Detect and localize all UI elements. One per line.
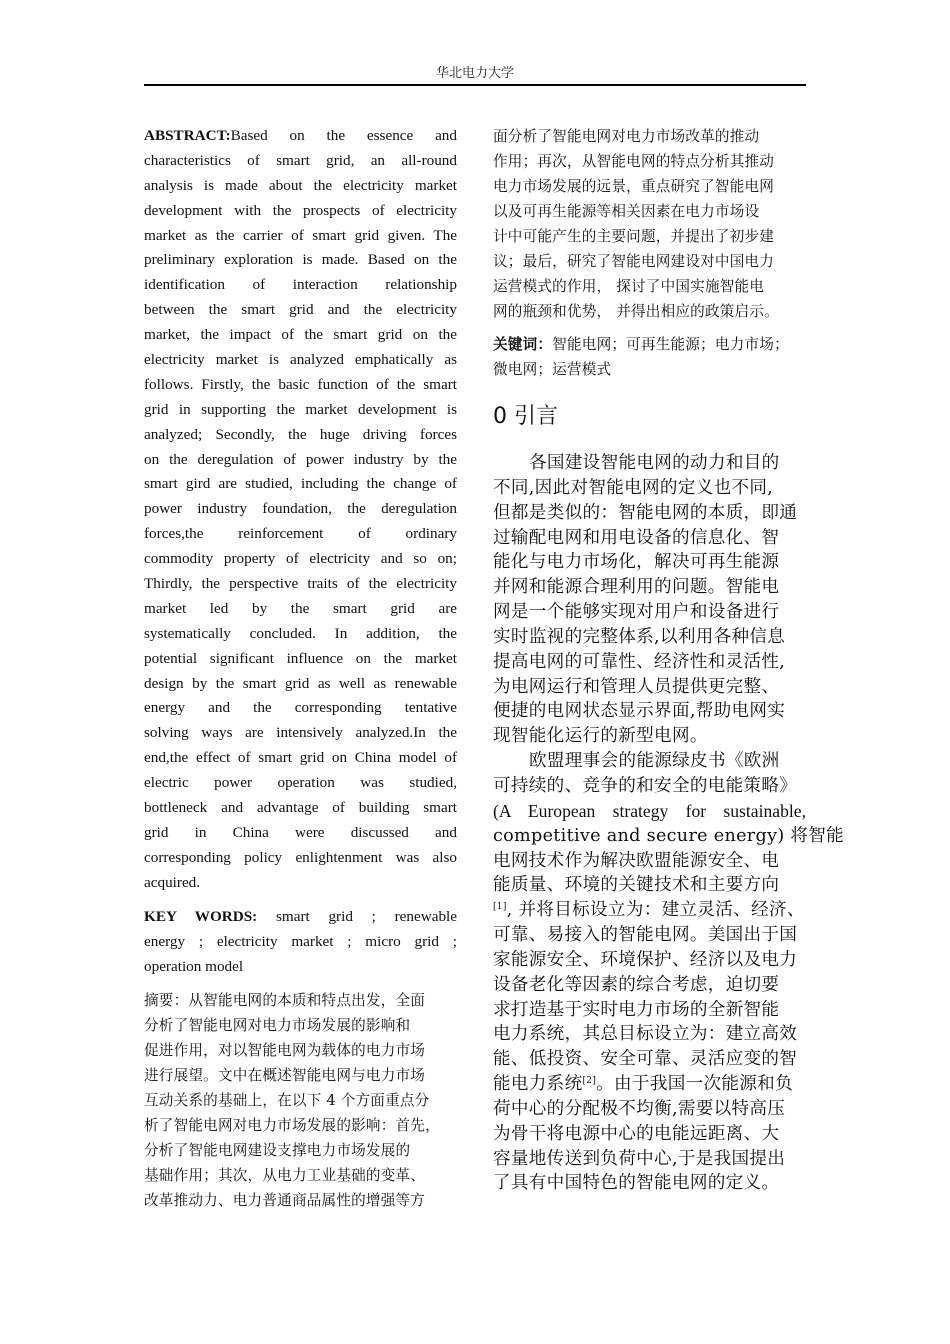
abstract-en-line: Thirdly, the perspective traits of the electricity [144,575,457,593]
abstract-en-line: grid in supporting the market development is [144,400,457,418]
abstract-en-line: ABSTRACT:Based on the essence and [144,127,457,144]
keywords-en-line: energy ; electricity market ; micro grid ; [144,932,457,950]
body-line: 能、低投资、安全可靠、灵活应变的智 [493,1049,798,1070]
abstract-cn-line: 面分析了智能电网对电力市场改革的推动 [493,128,760,145]
body-line: 并网和能源合理利用的问题。智能电 [493,577,780,598]
abstract-cn-line: 进行展望。文中在概述智能电网与电力市场 [144,1067,426,1084]
keywords-en-line: KEY WORDS: smart grid ; renewable [144,908,458,925]
body-line: 实时监视的完整体系,以利用各种信息 [493,626,786,647]
abstract-en-line: on the deregulation of power industry by the [144,450,457,468]
body-line: 各国建设智能电网的动力和目的 [529,453,780,473]
abstract-cn-line: 议；最后，研究了智能电网建设对中国电力 [493,253,775,270]
abstract-cn-continued [493,124,806,324]
keywords-en-label: KEY WORDS: [144,908,258,925]
abstract-en-line: corresponding policy enlightenment was also [144,848,457,866]
abstract-en-line: systematically concluded. In addition, the [144,624,457,642]
abstract-cn-line: 摘要：从智能电网的本质和特点出发，全面 [144,992,426,1009]
abstract-en-line: identification of interaction relationship [144,276,457,294]
body-line: 欧盟理事会的能源绿皮书《欧洲 [529,751,780,772]
body-line: 为骨干将电源中心的电能远距离、大 [493,1123,780,1144]
keywords-en-line: operation model [144,957,244,975]
body-line: 可靠、易接入的智能电网。美国出于国 [493,925,798,946]
body-line: (A European strategy for sustainable, [493,800,806,821]
abstract-label: ABSTRACT: [144,127,231,144]
abstract-en-line: commodity property of electricity and so on; [144,550,457,568]
abstract-en-line: acquired. [144,873,201,891]
body-line: 为电网运行和管理人员提供更完整、 [493,676,780,697]
abstract-cn-line: 分析了智能电网建设支撑电力市场发展的 [144,1142,411,1159]
abstract-en-line: market led by the smart grid are [144,599,457,617]
abstract-en-line: smart gird are studied, including the change of [144,475,457,493]
abstract-en-line: analysis is made about the electricity market [144,176,457,194]
abstract-en-line: electricity market is analyzed emphatically as [144,351,457,369]
body-line: 不同,因此对智能电网的定义也不同, [493,477,774,498]
abstract-en-line: electric power operation was studied, [144,774,457,792]
body-line: 网是一个能够实现对用户和设备进行 [493,602,780,623]
body-line: 求打造基于实时电力市场的全新智能 [493,999,780,1020]
body-line: 荷中心的分配极不均衡,需要以特高压 [493,1098,786,1119]
abstract-en-line: power industry foundation, the deregulation [144,500,457,518]
abstract-cn-line: 互动关系的基础上，在以下 4 个方面重点分 [144,1092,430,1109]
abstract-en-line: between the smart grid and the electricity [144,301,457,319]
body-line: 现智能化运行的新型电网。 [493,726,708,747]
body-line: 了具有中国特色的智能电网的定义。 [493,1173,780,1194]
abstract-en-line: bottleneck and advantage of building smart [144,799,457,817]
abstract-en-line: energy and the corresponding tentative [144,699,457,717]
body-line: 过输配电网和用电设备的信息化、智 [493,527,780,548]
body-line: 家能源安全、环境保护、经济以及电力 [493,949,798,970]
abstract-en-line: market as the carrier of smart grid given. The [144,226,457,244]
abstract-cn [144,988,457,1213]
abstract-en-line: preliminary exploration is made. Based on the [144,251,457,269]
abstract-en-line: solving ways are intensively analyzed.In the [144,724,457,742]
abstract-en [144,124,457,896]
body-line: 能电力系统[2]。由于我国一次能源和负 [493,1074,793,1095]
abstract-cn-line: 网的瓶颈和优势， 并得出相应的政策启示。 [493,303,779,320]
body-line: 容量地传送到负荷中心,于是我国提出 [493,1148,786,1169]
citation-1[interactable]: [1] [493,902,507,913]
abstract-cn-line: 分析了智能电网对电力市场发展的影响和 [144,1017,411,1034]
page-header: 华北电力大学 [144,64,806,86]
section-body [493,451,845,1196]
keywords-cn-line: 关键词：智能电网；可再生能源；电力市场； [493,336,789,353]
keywords-cn-line: 微电网；运营模式 [493,361,612,378]
body-line: 能质量、环境的关键技术和主要方向 [493,875,780,896]
abstract-en-line: follows. Firstly, the basic function of the smart [144,375,457,393]
abstract-en-line: potential significant influence on the market [144,649,457,667]
abstract-en-line: analyzed; Secondly, the huge driving forces [144,425,457,443]
abstract-cn-line: 运营模式的作用， 探讨了中国实施智能电 [493,278,765,295]
abstract-cn-line: 析了智能电网对电力市场发展的影响：首先， [144,1117,440,1134]
abstract-en-line: design by the smart grid as well as renewable [144,674,457,692]
body-line: 电网技术作为解决欧盟能源安全、电 [493,850,780,871]
abstract-en-line: grid in China were discussed and [144,823,457,841]
body-line: 电力系统，其总目标设立为：建立高效 [493,1024,798,1045]
abstract-en-line: development with the prospects of electricity [144,201,457,219]
abstract-cn-line: 作用；再次，从智能电网的特点分析其推动 [493,153,775,170]
body-line: 能化与电力市场化，解决可再生能源 [493,552,780,573]
citation-2[interactable]: [2] [582,1076,597,1087]
body-line: 提高电网的可靠性、经济性和灵活性, [493,651,786,672]
abstract-en-line: forces,the reinforcement of ordinary [144,525,457,543]
body-line: [1], 并将目标设立为：建立灵活、经济、 [493,900,805,921]
abstract-cn-line: 计中可能产生的主要问题，并提出了初步建 [493,228,775,245]
body-line: 但都是类似的：智能电网的本质，即通 [493,502,798,523]
abstract-cn-line: 基础作用；其次，从电力工业基础的变革、 [144,1167,426,1184]
keywords-cn [493,332,806,382]
body-line: 可持续的、竞争的和安全的电能策略》 [493,775,798,796]
abstract-en-line: market, the impact of the smart grid on the [144,326,457,344]
abstract-cn-line: 改革推动力、电力普通商品属性的增强等方 [144,1192,426,1209]
abstract-en-line: end,the effect of smart grid on China model of [144,749,457,767]
body-line: 便捷的电网状态显示界面,帮助电网实 [493,701,786,722]
abstract-en-line: characteristics of smart grid, an all-round [144,151,457,169]
body-line: 设备老化等因素的综合考虑，迫切要 [493,974,780,995]
abstract-cn-line: 促进作用，对以智能电网为载体的电力市场 [144,1042,426,1059]
abstract-cn-line: 以及可再生能源等相关因素在电力市场设 [493,203,760,220]
abstract-cn-line: 电力市场发展的远景，重点研究了智能电网 [493,178,775,195]
keywords-cn-label: 关键词： [493,336,553,353]
section-heading: 0 引言 [493,404,558,429]
body-line: competitive and secure energy) 将智能 [493,825,845,846]
keywords-en [144,905,457,980]
